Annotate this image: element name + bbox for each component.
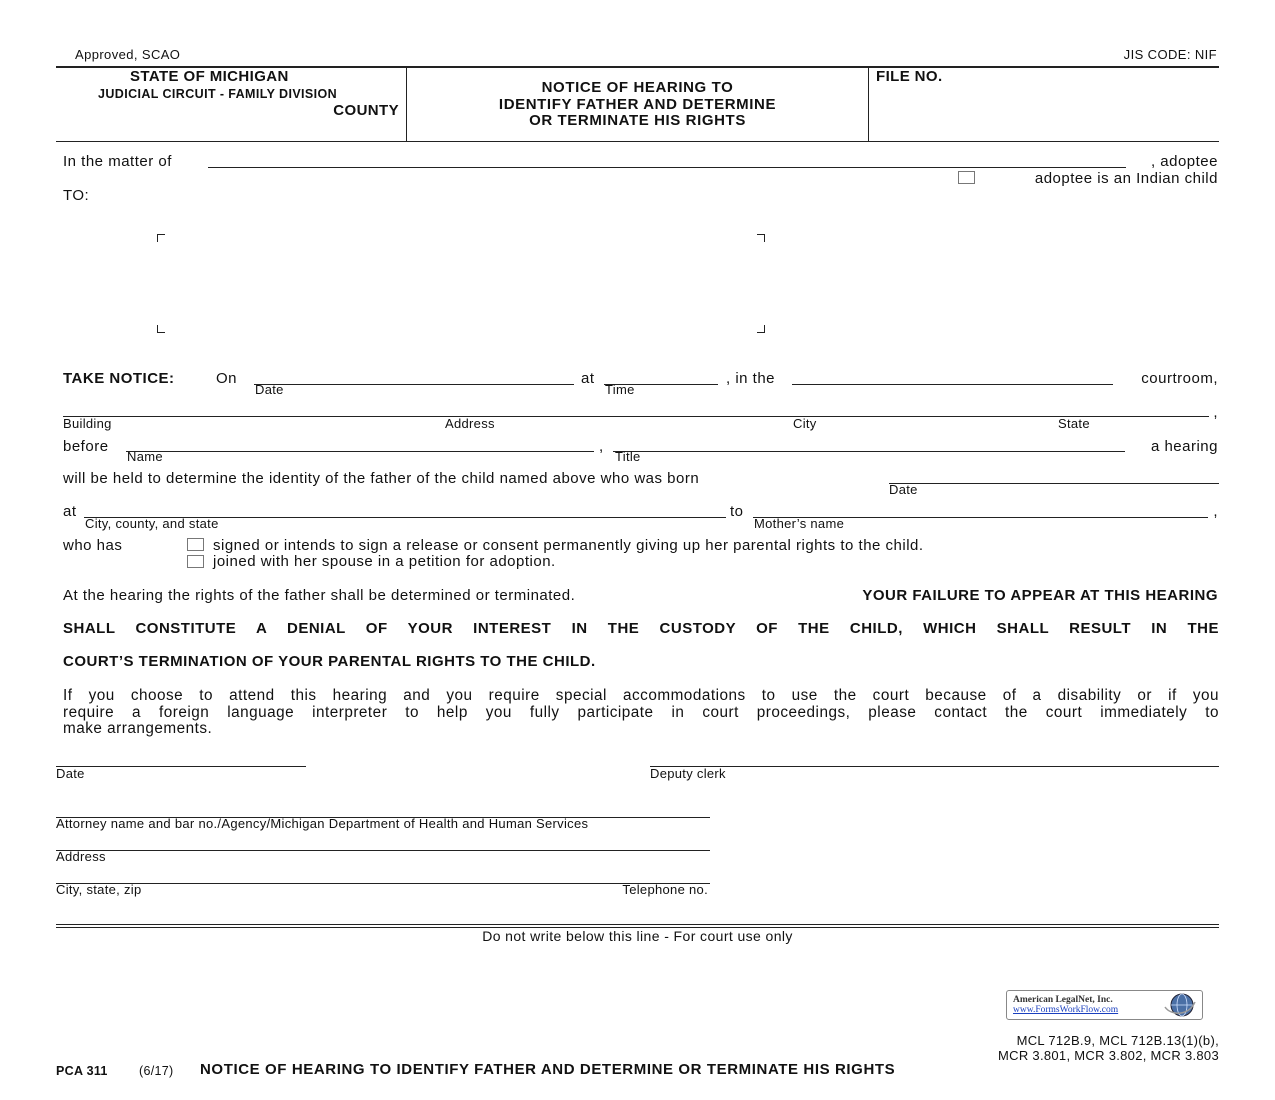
attorney-address-field[interactable]: [56, 850, 710, 851]
mothers-name-caption: Mother’s name: [754, 516, 845, 531]
name-caption: Name: [127, 449, 163, 464]
form-number: PCA 311: [56, 1064, 108, 1078]
before-label: before: [63, 438, 109, 455]
court-use-divider: [56, 924, 1219, 925]
joined-petition-checkbox[interactable]: [187, 555, 204, 568]
american-legalnet-badge[interactable]: [1006, 990, 1203, 1020]
adoptee-label: , adoptee: [1150, 153, 1218, 170]
city-state-zip-caption: City, state, zip: [56, 882, 142, 897]
approved-label: Approved, SCAO: [75, 47, 181, 62]
matter-field[interactable]: [208, 167, 1126, 168]
file-no-field[interactable]: [965, 70, 1215, 130]
in-the-label: , in the: [726, 370, 776, 387]
date-caption: Date: [255, 382, 284, 397]
comma-2: ,: [599, 438, 604, 455]
state-caption: State: [1058, 416, 1090, 431]
state-label: STATE OF MICHIGAN: [130, 68, 289, 85]
form-revision: (6/17): [139, 1064, 174, 1078]
joined-petition-label: joined with her spouse in a petition for adoption.: [213, 553, 556, 570]
a-hearing-label: a hearing: [1150, 438, 1218, 455]
city-state-zip-field[interactable]: [56, 883, 710, 884]
accommodations-paragraph: If you choose to attend this hearing and you require special accommodations to use the court because of a disability or if you require a foreign language interpreter to help you fully participate in court proceedings, please contact the court immediately to make arrangements.: [63, 687, 1219, 737]
birth-date-caption: Date: [889, 482, 918, 497]
footer-title: NOTICE OF HEARING TO IDENTIFY FATHER AND DETERMINE OR TERMINATE HIS RIGHTS: [200, 1061, 896, 1078]
birth-date-field[interactable]: [889, 483, 1219, 484]
courtroom-label: courtroom,: [1141, 370, 1218, 387]
badge-url[interactable]: www.FormsWorkFlow.com: [1013, 1005, 1119, 1015]
matter-label: In the matter of: [63, 153, 172, 170]
telephone-caption: Telephone no.: [622, 882, 708, 897]
location-field[interactable]: [63, 416, 1209, 417]
warning-bold-1: YOUR FAILURE TO APPEAR AT THIS HEARING: [862, 587, 1218, 604]
judge-title-field[interactable]: [613, 451, 1125, 452]
on-label: On: [216, 370, 238, 387]
deputy-clerk-field[interactable]: [650, 766, 1219, 767]
at-label: at: [581, 370, 595, 387]
to-label-2: to: [730, 503, 744, 520]
address-caption-2: Address: [56, 849, 106, 864]
indian-child-label: adoptee is an Indian child: [1034, 170, 1218, 187]
at-label-2: at: [63, 503, 77, 520]
comma-3: ,: [1213, 503, 1218, 520]
title-caption: Title: [615, 449, 641, 464]
jis-code: JIS CODE: NIF: [1123, 47, 1217, 62]
held-text: will be held to determine the identity of the father of the child named above who was born: [63, 470, 700, 487]
city-caption: City: [793, 416, 817, 431]
comma: ,: [1213, 404, 1218, 421]
attorney-caption: Attorney name and bar no./Agency/Michigan Department of Health and Human Services: [56, 816, 589, 831]
deputy-clerk-caption: Deputy clerk: [650, 766, 726, 781]
signature-date-caption: Date: [56, 766, 85, 781]
signature-date-field[interactable]: [56, 766, 306, 767]
building-caption: Building: [63, 416, 112, 431]
citations: MCL 712B.9, MCL 712B.13(1)(b), MCR 3.801, MCR 3.802, MCR 3.803: [998, 1033, 1219, 1063]
court-use-label: Do not write below this line - For court use only: [482, 928, 793, 944]
judge-name-field[interactable]: [126, 451, 594, 452]
address-caption: Address: [445, 416, 495, 431]
file-no-label: FILE NO.: [876, 68, 943, 85]
courtroom-field[interactable]: [792, 384, 1113, 385]
globe-icon: [1163, 992, 1197, 1018]
release-consent-checkbox[interactable]: [187, 538, 204, 551]
to-label: TO:: [63, 187, 90, 204]
division-label: JUDICIAL CIRCUIT - FAMILY DIVISION: [98, 87, 338, 101]
take-notice-label: TAKE NOTICE:: [63, 370, 175, 387]
who-has-label: who has: [63, 537, 123, 554]
warning-intro: At the hearing the rights of the father shall be determined or terminated.: [63, 587, 576, 604]
county-label: COUNTY: [333, 102, 399, 119]
hearing-date-field[interactable]: [254, 384, 574, 385]
release-consent-label: signed or intends to sign a release or consent permanently giving up her parental rights to the child.: [213, 537, 924, 554]
indian-child-checkbox[interactable]: [958, 171, 975, 184]
form-title: NOTICE OF HEARING TO IDENTIFY FATHER AND DETERMINE OR TERMINATE HIS RIGHTS: [498, 79, 777, 129]
warning-bold-3: COURT’S TERMINATION OF YOUR PARENTAL RIGHTS TO THE CHILD.: [63, 653, 596, 670]
warning-bold-2: SHALL CONSTITUTE A DENIAL OF YOUR INTEREST IN THE CUSTODY OF THE CHILD, WHICH SHALL RESULT IN THE: [63, 620, 1219, 637]
time-caption: Time: [605, 382, 635, 397]
badge-company: American LegalNet, Inc.: [1013, 995, 1113, 1005]
city-county-state-caption: City, county, and state: [85, 516, 219, 531]
